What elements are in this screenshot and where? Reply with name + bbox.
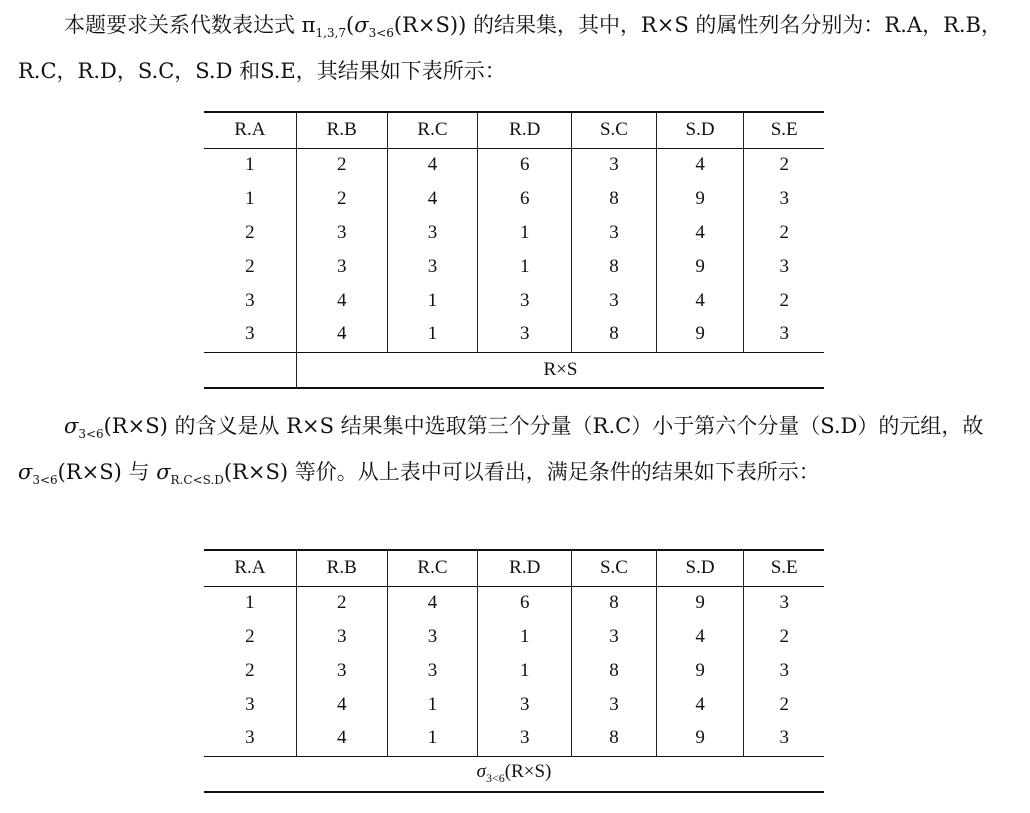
- table-cell: 4: [387, 586, 478, 620]
- intro-text-3: (R×S)) 的结果集，其中，R×S 的属性列名分别为：R.A，R.B，R.C，R.D，S.C，S.D 和S.E，其结果如下表所示：: [18, 13, 1002, 83]
- table-cell: 4: [656, 620, 744, 654]
- table1-header-cell: R.B: [296, 112, 387, 148]
- table-row: [204, 148, 824, 182]
- table-cell: 1: [478, 250, 572, 284]
- table-cell: 3: [478, 318, 572, 352]
- table2-header-cell: S.E: [744, 550, 824, 586]
- table-cell: 1: [387, 722, 478, 756]
- table-cell: 4: [296, 722, 387, 756]
- table-cell: 3: [572, 620, 657, 654]
- selection-subscript: 3<6: [485, 771, 505, 786]
- table-cell: 3: [387, 216, 478, 250]
- explain-text-2: (R×S) 与: [57, 460, 157, 484]
- table-cell: 3: [387, 250, 478, 284]
- table-cell: 3: [478, 722, 572, 756]
- table-cell: 3: [744, 318, 824, 352]
- table2-header-cell: S.C: [572, 550, 657, 586]
- table2-header-cell: R.C: [387, 550, 478, 586]
- table-cell: 3: [744, 182, 824, 216]
- table-cell: 2: [296, 586, 387, 620]
- table1-body: [204, 148, 824, 352]
- table-cell: 1: [245, 188, 255, 209]
- table-row: [204, 722, 824, 756]
- table-cell: 2: [245, 660, 255, 681]
- table1-caption: R×S: [296, 352, 824, 388]
- table2-header-cell: S.D: [656, 550, 744, 586]
- table-cell: 3: [744, 654, 824, 688]
- table-cell: 4: [656, 216, 744, 250]
- selection-subscript: 3<6: [368, 26, 394, 40]
- sigma-symbol: σ: [18, 460, 33, 484]
- table-row: [204, 182, 824, 216]
- table-cell: 1: [478, 216, 572, 250]
- table-row: [204, 654, 824, 688]
- table-cell: 3: [245, 726, 255, 748]
- table-cell: 1: [387, 318, 478, 352]
- table-cell: 2: [245, 256, 255, 277]
- selection-subscript: 3<6: [78, 427, 104, 441]
- table1-header-row: [204, 112, 824, 148]
- table-cell: 1: [245, 154, 255, 176]
- table-cell: 4: [296, 318, 387, 352]
- table-cell: 3: [387, 620, 478, 654]
- cartesian-product-table: [204, 111, 824, 389]
- table-cell: 8: [572, 318, 657, 352]
- table2-caption: [204, 756, 824, 792]
- table1-header-cell: S.E: [744, 112, 824, 148]
- table-cell: 3: [296, 216, 387, 250]
- table2-caption-row: [204, 756, 824, 792]
- table-row: [204, 688, 824, 722]
- projection-subscript: 1,3,7: [315, 26, 347, 40]
- table1-header-cell: R.A: [204, 112, 296, 148]
- table-cell: 2: [245, 222, 255, 243]
- sigma-symbol: σ: [476, 761, 486, 783]
- explain-text-1: (R×S) 的含义是从 R×S 结果集中选取第三个分量（R.C）小于第六个分量（S.D）的元组，故: [103, 414, 984, 438]
- table-cell: 3: [572, 216, 657, 250]
- table-cell: 6: [478, 182, 572, 216]
- table-cell: 9: [656, 722, 744, 756]
- table-cell: 9: [656, 182, 744, 216]
- table1-caption-spacer: [204, 352, 296, 388]
- table-cell: 3: [245, 322, 255, 344]
- table-cell: 3: [744, 250, 824, 284]
- table-cell: 2: [744, 688, 824, 722]
- table-cell: 8: [572, 250, 657, 284]
- table-cell: 4: [296, 284, 387, 318]
- table-cell: 4: [656, 148, 744, 182]
- table-cell: 2: [245, 626, 255, 647]
- table-row: [204, 318, 824, 352]
- explain-text-3: (R×S) 等价。从上表中可以看出，满足条件的结果如下表所示：: [223, 460, 820, 484]
- table-cell: 1: [478, 654, 572, 688]
- table2-body: [204, 586, 824, 756]
- table-cell: 4: [387, 182, 478, 216]
- table-row: [204, 216, 824, 250]
- table-cell: 3: [296, 654, 387, 688]
- table-cell: 1: [245, 592, 255, 614]
- table-cell: 2: [744, 216, 824, 250]
- table-cell: 9: [656, 654, 744, 688]
- table-cell: 3: [245, 694, 255, 715]
- table2-header-row: [204, 550, 824, 586]
- table-cell: 2: [744, 620, 824, 654]
- selection-result-table: [204, 549, 824, 793]
- table-row: [204, 586, 824, 620]
- table1-caption-row: [204, 352, 824, 388]
- table-cell: 3: [572, 148, 657, 182]
- table-cell: 8: [572, 182, 657, 216]
- explanation-paragraph: [18, 407, 1018, 499]
- table-cell: 4: [387, 148, 478, 182]
- table-cell: 3: [296, 620, 387, 654]
- intro-text-2: (: [346, 13, 355, 37]
- intro-text-1: 本题要求关系代数表达式 π: [64, 13, 316, 37]
- table1-header-cell: R.C: [387, 112, 478, 148]
- table-row: [204, 284, 824, 318]
- table-cell: 6: [478, 586, 572, 620]
- table1-header-cell: S.D: [656, 112, 744, 148]
- sigma-symbol: σ: [156, 460, 171, 484]
- table-cell: 3: [387, 654, 478, 688]
- table-cell: 4: [656, 284, 744, 318]
- table2-header-cell: R.B: [296, 550, 387, 586]
- table-cell: 9: [656, 586, 744, 620]
- intro-paragraph: [18, 6, 1018, 90]
- selection-condition-subscript: R.C<S.D: [170, 473, 224, 487]
- table-cell: 3: [744, 722, 824, 756]
- table2-header-cell: R.A: [204, 550, 296, 586]
- table-row: [204, 620, 824, 654]
- table-cell: 3: [478, 688, 572, 722]
- table-cell: 3: [572, 688, 657, 722]
- table-cell: 3: [296, 250, 387, 284]
- table1-header-cell: R.D: [478, 112, 572, 148]
- table-cell: 4: [296, 688, 387, 722]
- selection-subscript: 3<6: [32, 473, 58, 487]
- sigma-symbol: σ: [64, 414, 79, 438]
- table-row: [204, 250, 824, 284]
- table-cell: 1: [387, 284, 478, 318]
- sigma-symbol: σ: [354, 13, 369, 37]
- table-cell: 2: [296, 182, 387, 216]
- table-cell: 4: [656, 688, 744, 722]
- table-cell: 9: [656, 318, 744, 352]
- table1-header-cell: S.C: [572, 112, 657, 148]
- table-cell: 6: [478, 148, 572, 182]
- table-cell: 3: [478, 284, 572, 318]
- table-cell: 3: [744, 586, 824, 620]
- table-cell: 8: [572, 722, 657, 756]
- table-cell: 3: [572, 284, 657, 318]
- table2-header-cell: R.D: [478, 550, 572, 586]
- table-cell: 8: [572, 654, 657, 688]
- table-cell: 3: [245, 290, 255, 311]
- table-cell: 2: [744, 284, 824, 318]
- table2-caption-text: (R×S): [504, 761, 552, 783]
- table-cell: 2: [744, 148, 824, 182]
- table-cell: 2: [296, 148, 387, 182]
- table-cell: 8: [572, 586, 657, 620]
- table-cell: 9: [656, 250, 744, 284]
- table-cell: 1: [478, 620, 572, 654]
- table-cell: 1: [387, 688, 478, 722]
